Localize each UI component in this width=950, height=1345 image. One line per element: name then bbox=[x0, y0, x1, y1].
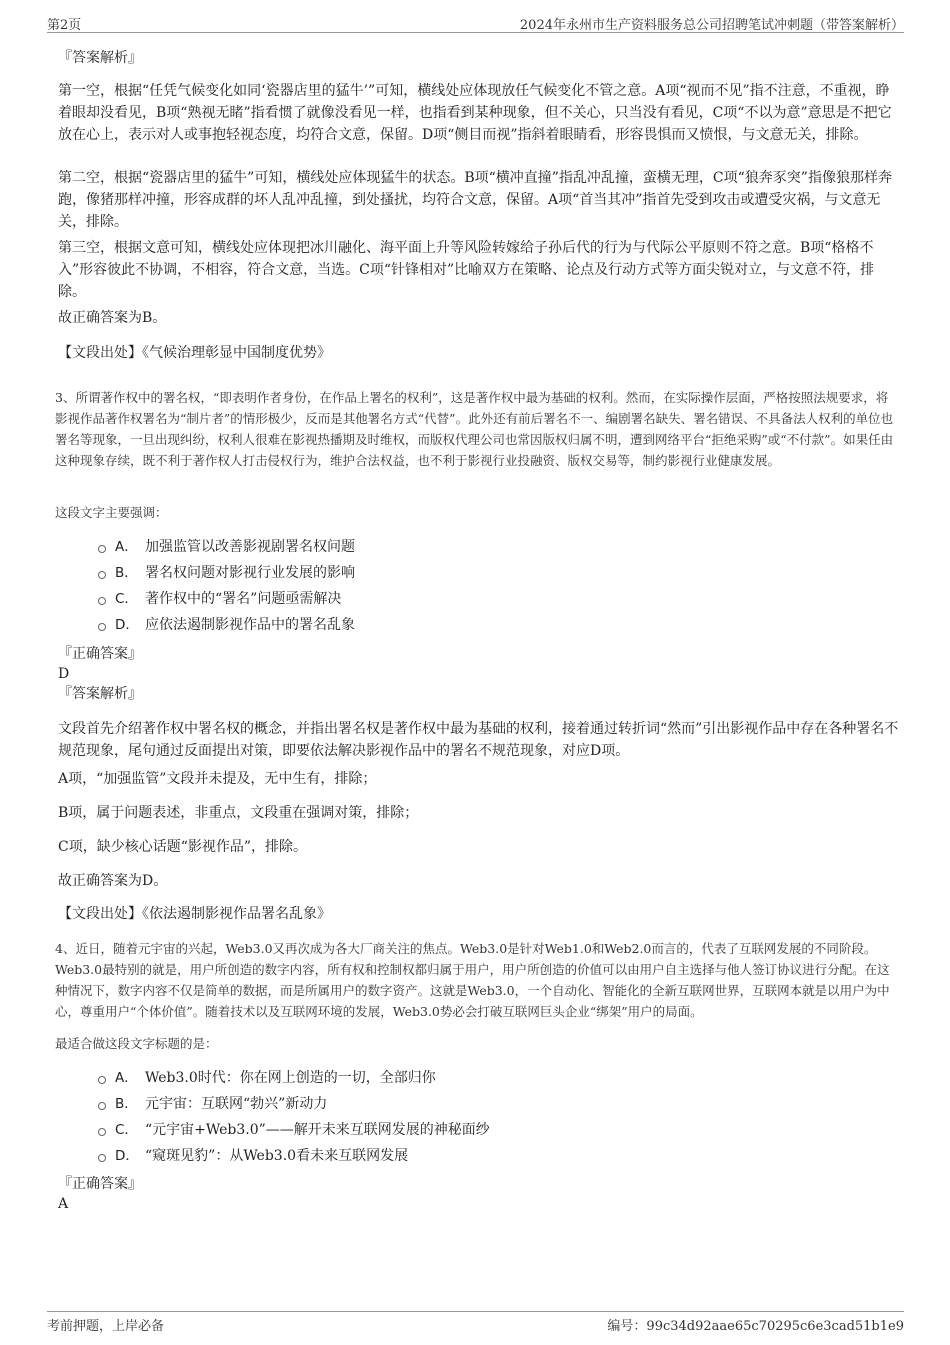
analysis-heading: 『答案解析』 bbox=[58, 686, 142, 702]
footer-slogan: 考前押题，上岸必备 bbox=[47, 1319, 165, 1334]
option-a[interactable] bbox=[98, 1067, 436, 1089]
option-d[interactable] bbox=[98, 1145, 408, 1167]
option-letter: A． bbox=[115, 539, 138, 555]
radio-icon[interactable] bbox=[98, 1128, 106, 1136]
document-title: 2024年永州市生产资料服务总公司招聘笔试冲刺题（带答案解析） bbox=[519, 18, 904, 33]
answer-conclusion: 故正确答案为D。 bbox=[58, 873, 168, 889]
option-c[interactable] bbox=[98, 1119, 490, 1141]
option-text: 应依法遏制影视作品中的署名乱象 bbox=[145, 617, 355, 633]
question-stem: 4、近日，随着元宇宙的兴起，Web3.0又再次成为各大厂商关注的焦点。Web3.0是针对Web1.0和Web2.0而言的，代表了互联网发展的不同阶段。Web3.0最特别的就是，用户所创造的数字内容，所有权和控制权都归属于用户，用户所创造的价值可以由用户自主选择与他人签订协议进行分配。在这种情况下，数字内容不仅是简单的数据，而是所属用户的数字资产。这就是Web3.0，一个自动化、智能化的全新互联网世界，互联网本就是以用户为中心，尊重用户“个体价值”。随着技术以及互联网环境的发展，Web3.0势必会打破互联网巨头企业“绑架”用户的局面。 bbox=[55, 941, 890, 1019]
option-letter: A． bbox=[115, 1070, 138, 1086]
option-text: 署名权问题对影视行业发展的影响 bbox=[145, 565, 355, 581]
radio-icon[interactable] bbox=[98, 1076, 106, 1084]
option-c[interactable] bbox=[98, 588, 341, 610]
footer-serial: 编号：99c34d92aae65c70295c6e3cad51b1e9 bbox=[607, 1319, 904, 1334]
answer-conclusion: 故正确答案为B。 bbox=[58, 310, 167, 326]
option-text: “窥斑见豹”：从Web3.0看未来互联网发展 bbox=[145, 1148, 409, 1164]
radio-icon[interactable] bbox=[98, 623, 106, 631]
analysis-note-a: A项，“加强监管”文段并未提及，无中生有，排除； bbox=[58, 771, 377, 787]
analysis-paragraph: 第三空，根据文意可知，横线处应体现把冰川融化、海平面上升等风险转嫁给子孙后代的行为与代际公平原则不符之意。B项“格格不入”形容彼此不协调，不相容，符合文意，当选。C项“针锋相对”比喻双方在策略、论点及行动方式等方面尖锐对立，与文意不符，排除。 bbox=[58, 240, 875, 300]
radio-icon[interactable] bbox=[98, 1154, 106, 1162]
page-header bbox=[47, 10, 904, 33]
option-letter: C． bbox=[115, 591, 138, 607]
option-text: Web3.0时代：你在网上创造的一切，全部归你 bbox=[145, 1070, 436, 1086]
correct-answer-heading: 『正确答案』 bbox=[58, 1176, 142, 1192]
page-footer bbox=[47, 1311, 904, 1332]
option-a[interactable] bbox=[98, 536, 355, 558]
analysis-note-c: C项，缺少核心话题“影视作品”，排除。 bbox=[58, 839, 308, 855]
source-citation: 【文段出处】《气候治理彰显中国制度优势》 bbox=[58, 345, 331, 361]
radio-icon[interactable] bbox=[98, 1102, 106, 1110]
option-letter: C． bbox=[115, 1122, 138, 1138]
radio-icon[interactable] bbox=[98, 545, 106, 553]
correct-answer: D bbox=[58, 666, 70, 682]
correct-answer: A bbox=[58, 1196, 69, 1212]
source-citation: 【文段出处】《依法遏制影视作品署名乱象》 bbox=[58, 906, 331, 922]
analysis-paragraph: 第二空，根据“瓷器店里的猛牛”可知，横线处应体现猛牛的状态。B项“横冲直撞”指乱冲乱撞，蛮横无理，C项“狼奔豕突”指像狼那样奔跑，像猪那样冲撞，形容成群的坏人乱冲乱撞，到处搔扰，均符合文意，保留。A项“首当其冲”指首先受到攻击或遭受灾祸，与文意无关，排除。 bbox=[58, 170, 892, 230]
page-number: 第2页 bbox=[47, 18, 82, 33]
radio-icon[interactable] bbox=[98, 571, 106, 579]
question-stem: 3、所谓著作权中的署名权，“即表明作者身份，在作品上署名的权利”，这是著作权中最为基础的权利。然而，在实际操作层面，严格按照法规要求，将影视作品著作权署名为“制片者”的情形极少，反而是其他署名方式“代替”。此外还有前后署名不一、编剧署名缺失、署名错误、不具备法人权利的单位也署名等现象，一旦出现纠纷，权利人很难在影视热播期及时维权，而版权代理公司也常因版权归属不明，遭到网络平台“拒绝采购”或“不付款”。如果任由这种现象存续，既不利于著作权人打击侵权行为，维护合法权益，也不利于影视行业投融资、版权交易等，制约影视行业健康发展。 bbox=[55, 390, 894, 468]
option-letter: B． bbox=[115, 1096, 138, 1112]
option-text: 元宇宙：互联网“勃兴”新动力 bbox=[145, 1096, 328, 1112]
analysis-paragraph: 文段首先介绍著作权中署名权的概念，并指出署名权是著作权中最为基础的权利，接着通过转折词“然而”引出影视作品中存在各种署名不规范现象，尾句通过反面提出对策，即要依法解决影视作品中的署名不规范现象，对应D项。 bbox=[58, 721, 899, 759]
option-b[interactable] bbox=[98, 1093, 327, 1115]
option-letter: D． bbox=[115, 1148, 139, 1164]
analysis-heading: 『答案解析』 bbox=[58, 50, 142, 66]
option-letter: D． bbox=[115, 617, 139, 633]
question-prompt: 最适合做这段文字标题的是： bbox=[55, 1036, 218, 1051]
question-prompt: 这段文字主要强调： bbox=[55, 505, 168, 520]
option-b[interactable] bbox=[98, 562, 355, 584]
option-letter: B． bbox=[115, 565, 138, 581]
correct-answer-heading: 『正确答案』 bbox=[58, 646, 142, 662]
option-text: 加强监管以改善影视剧署名权问题 bbox=[145, 539, 355, 555]
analysis-paragraph: 第一空，根据“任凭气候变化如同‘瓷器店里的猛牛’”可知，横线处应体现放任气候变化不管之意。A项“视而不见”指不注意，不重视，睁着眼却没看见，B项“熟视无睹”指看惯了就像没看见一样，也指看到某种现象，但不关心，只当没有看见，C项“不以为意”意思是不把它放在心上，表示对人或事抱轻视态度，均符合文意，保留。D项“侧目而视”指斜着眼睛看，形容畏惧而又愤恨，与文意无关，排除。 bbox=[58, 83, 892, 143]
option-text: “元宇宙+Web3.0”——解开未来互联网发展的神秘面纱 bbox=[145, 1122, 490, 1138]
analysis-note-b: B项，属于问题表述，非重点，文段重在强调对策，排除； bbox=[58, 805, 419, 821]
radio-icon[interactable] bbox=[98, 597, 106, 605]
option-text: 著作权中的“署名”问题亟需解决 bbox=[145, 591, 342, 607]
option-d[interactable] bbox=[98, 614, 355, 636]
